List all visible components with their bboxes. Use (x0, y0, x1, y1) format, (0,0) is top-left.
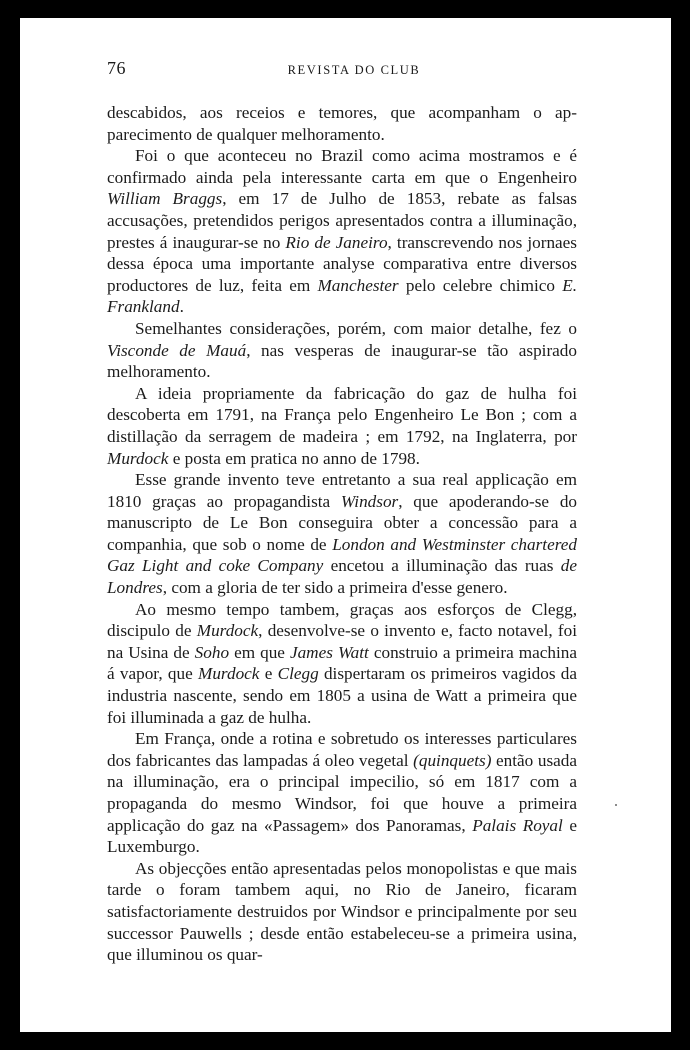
italic-name: James Watt (289, 642, 369, 662)
text-run: , nas vesperas de inaugurar-se tão aspirado melhoramento. (107, 340, 577, 382)
text-run: descabidos, aos receios e temores, que acompanham o ap-parecimento de qualquer melhoramento. (107, 103, 577, 144)
italic-name: E. Frankland (107, 275, 577, 317)
paragraph-8 (107, 858, 577, 966)
print-speck (615, 804, 617, 806)
text-run: então usada na illuminação, era o principal impecilio, só em 1817 com a propaganda do mesmo Windsor, foi que houve a primeira applicação do gaz na «Passagem» dos Panoramas, (107, 750, 577, 835)
paragraph-2 (107, 145, 577, 318)
book-page (20, 18, 671, 1032)
body-text (107, 102, 577, 966)
text-run: Foi o que aconteceu no Brazil como acima mostramos e é confirmado ainda pela interessante carta em que o Engenheiro (107, 146, 577, 187)
italic-name: Clegg (277, 664, 319, 684)
italic-name: London and Westminster chartered Gaz Light and coke Company (107, 534, 577, 576)
text-run: , em 17 de Julho de 1853, rebate as falsas accusações, pretendidos perigos apresentados contra a illuminação, prestes á inaugurar-se no (107, 189, 577, 252)
text-run: Em França, onde a rotina e sobretudo os interesses particulares dos fabricantes das lampadas á oleo vegetal (107, 729, 577, 770)
italic-name: de Londres (107, 556, 577, 598)
italic-name: Murdock (196, 621, 259, 641)
page-header (107, 58, 587, 84)
paragraph-4 (107, 383, 577, 469)
text-run: As objecções então apresentadas pelos monopolistas e que mais tarde o foram tambem aqui, no Rio de Janeiro, ficaram satisfactoriamente destruidos por Windsor e principalmente por seu successor Pauwells ; desde então estabeleceu-se a primeira usina, que illuminou os quar- (107, 858, 577, 965)
running-title: REVISTA DO CLUB (287, 63, 421, 77)
text-run: e (259, 664, 278, 684)
text-run: , que apoderando-se do manuscripto de Le Bon conseguira obter a concessão para a companhia, que sob o nome de (107, 491, 578, 554)
text-run: em que (229, 642, 290, 662)
text-run: Semelhantes considerações, porém, com maior detalhe, fez o (135, 318, 577, 338)
italic-name: William Braggs (107, 189, 223, 209)
text-run: encetou a illuminação das ruas (323, 556, 561, 576)
paragraph-5 (107, 469, 577, 599)
text-run: Ao mesmo tempo tambem, graças aos esforços de Clegg, discipulo de (107, 599, 577, 641)
text-run: e posta em pratica no anno de 1798. (168, 448, 420, 468)
italic-name: Rio de Janeiro (285, 232, 388, 252)
text-run: , transcrevendo nos jornaes dessa época uma importante analyse comparativa entre diversos productores de luz, feita em (107, 232, 577, 295)
text-run: . (179, 297, 184, 317)
italic-name: Murdock (198, 664, 260, 684)
italic-name: Murdock (107, 448, 169, 468)
page-number: 76 (107, 58, 126, 78)
text-run: A ideia propriamente da fabricação do gaz de hulha foi descoberta em 1791, na França pelo Engenheiro Le Bon ; com a distillação da serragem de madeira ; em 1792, na Inglaterra, por (107, 383, 577, 446)
italic-name: Windsor (340, 491, 399, 511)
text-run: dispertaram os primeiros vagidos da industria nascente, sendo em 1805 a usina de Watt a primeira que foi illuminada a gaz de hulha. (107, 664, 578, 727)
italic-name: Palais Royal (472, 815, 563, 835)
text-run: construio a primeira machina á vapor, que (107, 642, 577, 684)
text-run: , desenvolve-se o invento e, facto notavel, foi na Usina de (107, 621, 577, 662)
italic-name: Manchester (317, 275, 399, 295)
italic-name: Visconde de Mauá (107, 340, 247, 360)
paragraph-3 (107, 318, 577, 383)
text-run: Esse grande invento teve entretanto a sua real applicação em 1810 graças ao propagandista (107, 470, 577, 511)
text-run: e Luxemburgo. (107, 815, 577, 857)
paragraph-1 (107, 102, 577, 145)
italic-name: Soho (194, 642, 230, 662)
paragraph-6 (107, 599, 577, 729)
text-run: pelo celebre chimico (398, 275, 563, 295)
paragraph-7 (107, 728, 577, 858)
italic-name: (quinquets) (413, 750, 492, 770)
text-run: , com a gloria de ter sido a primeira d'esse genero. (162, 578, 508, 598)
